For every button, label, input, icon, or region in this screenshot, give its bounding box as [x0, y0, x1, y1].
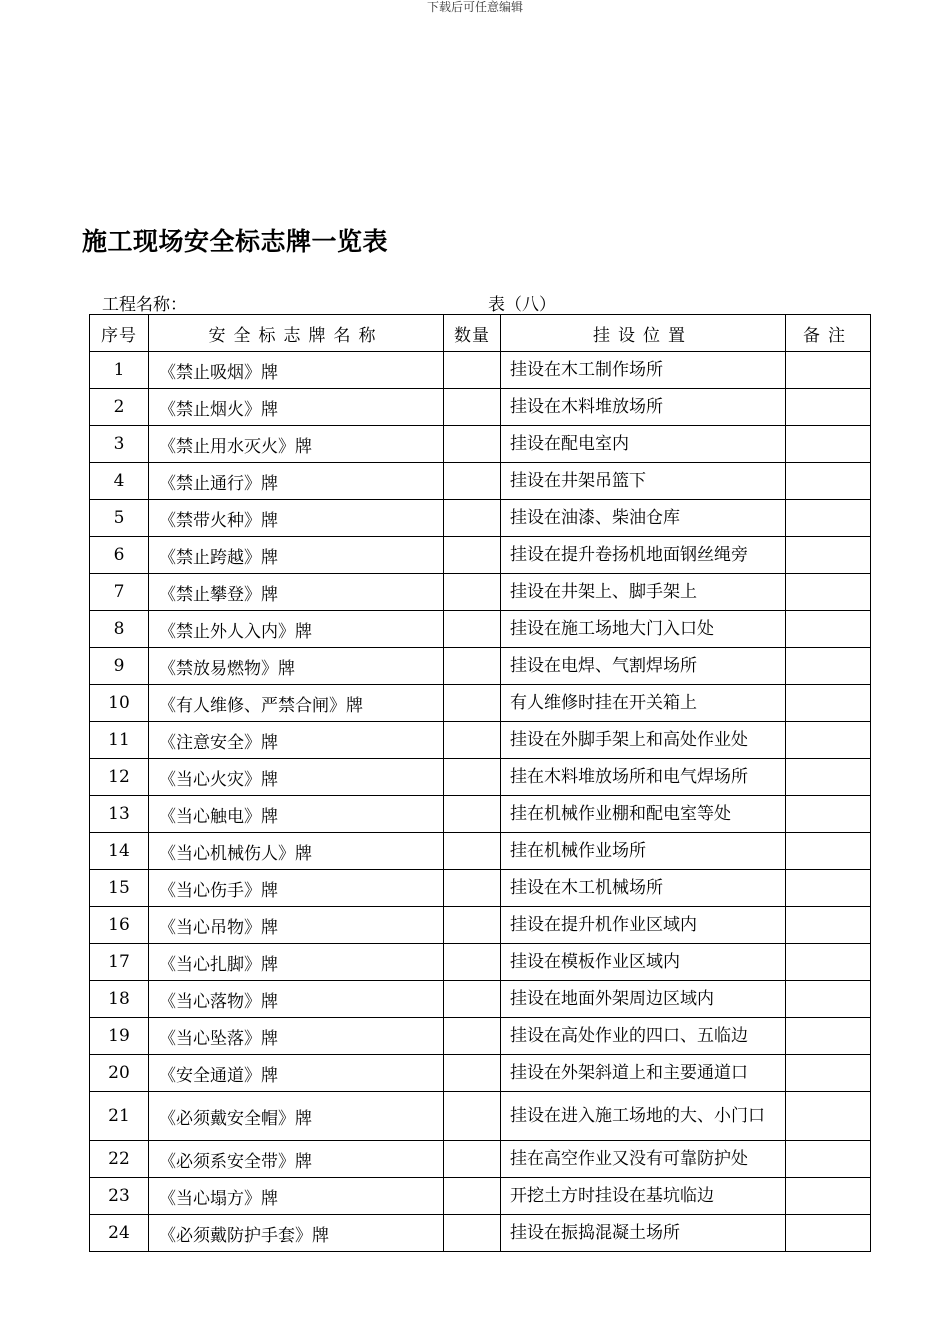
cell-quantity [444, 648, 501, 685]
table-row [90, 722, 871, 759]
cell-location: 挂设在高处作业的四口、五临边 [501, 1018, 786, 1055]
cell-quantity [444, 870, 501, 907]
cell-sign-name: 《安全通道》牌 [149, 1055, 444, 1092]
cell-quantity [444, 500, 501, 537]
meta-row [102, 290, 882, 314]
cell-index: 23 [90, 1178, 149, 1215]
table-row [90, 796, 871, 833]
cell-sign-name: 《禁止吸烟》牌 [149, 352, 444, 389]
cell-location: 开挖土方时挂设在基坑临边 [501, 1178, 786, 1215]
cell-sign-name: 《禁止攀登》牌 [149, 574, 444, 611]
cell-remark [786, 685, 871, 722]
cell-location: 挂设在地面外架周边区域内 [501, 981, 786, 1018]
cell-quantity [444, 944, 501, 981]
table-row [90, 907, 871, 944]
cell-sign-name: 《禁止烟火》牌 [149, 389, 444, 426]
cell-index: 15 [90, 870, 149, 907]
column-header-index: 序号 [90, 315, 149, 352]
table-body [90, 352, 871, 1252]
cell-sign-name: 《当心伤手》牌 [149, 870, 444, 907]
cell-quantity [444, 1092, 501, 1141]
table-header-row [90, 315, 871, 352]
cell-index: 3 [90, 426, 149, 463]
cell-location: 挂设在模板作业区域内 [501, 944, 786, 981]
cell-location: 挂设在施工场地大门入口处 [501, 611, 786, 648]
cell-location: 挂设在油漆、柴油仓库 [501, 500, 786, 537]
cell-quantity [444, 1055, 501, 1092]
cell-index: 9 [90, 648, 149, 685]
cell-sign-name: 《禁止通行》牌 [149, 463, 444, 500]
cell-quantity [444, 426, 501, 463]
cell-sign-name: 《禁止外人入内》牌 [149, 611, 444, 648]
cell-location: 挂设在木工机械场所 [501, 870, 786, 907]
cell-index: 12 [90, 759, 149, 796]
cell-location: 挂设在提升卷扬机地面钢丝绳旁 [501, 537, 786, 574]
table-row [90, 981, 871, 1018]
table-row [90, 574, 871, 611]
cell-index: 24 [90, 1215, 149, 1252]
cell-index: 7 [90, 574, 149, 611]
cell-sign-name: 《禁止用水灭火》牌 [149, 426, 444, 463]
cell-remark [786, 944, 871, 981]
cell-remark [786, 463, 871, 500]
cell-quantity [444, 1178, 501, 1215]
cell-remark [786, 907, 871, 944]
document-title: 施工现场安全标志牌一览表 [82, 227, 389, 256]
table-row [90, 537, 871, 574]
cell-remark [786, 759, 871, 796]
column-header-name: 安全标志牌名称 [149, 315, 444, 352]
project-name-label: 工程名称： [102, 295, 187, 315]
table-row [90, 352, 871, 389]
cell-sign-name: 《当心触电》牌 [149, 796, 444, 833]
cell-index: 10 [90, 685, 149, 722]
table-row [90, 944, 871, 981]
cell-remark [786, 1092, 871, 1141]
cell-quantity [444, 1215, 501, 1252]
cell-remark [786, 870, 871, 907]
cell-index: 17 [90, 944, 149, 981]
cell-index: 21 [90, 1092, 149, 1141]
cell-index: 19 [90, 1018, 149, 1055]
cell-sign-name: 《当心坠落》牌 [149, 1018, 444, 1055]
cell-remark [786, 426, 871, 463]
cell-sign-name: 《禁放易燃物》牌 [149, 648, 444, 685]
table-row [90, 1215, 871, 1252]
cell-remark [786, 981, 871, 1018]
cell-remark [786, 1141, 871, 1178]
cell-location: 挂设在外架斜道上和主要通道口 [501, 1055, 786, 1092]
cell-remark [786, 722, 871, 759]
cell-index: 11 [90, 722, 149, 759]
cell-quantity [444, 1018, 501, 1055]
cell-remark [786, 352, 871, 389]
cell-quantity [444, 722, 501, 759]
table-row [90, 1018, 871, 1055]
cell-sign-name: 《当心落物》牌 [149, 981, 444, 1018]
cell-quantity [444, 463, 501, 500]
cell-sign-name: 《当心塌方》牌 [149, 1178, 444, 1215]
safety-sign-table [89, 314, 871, 1252]
table-row [90, 500, 871, 537]
cell-location: 挂设在电焊、气割焊场所 [501, 648, 786, 685]
cell-index: 13 [90, 796, 149, 833]
cell-location: 挂设在提升机作业区域内 [501, 907, 786, 944]
table-number: 表（八） [488, 295, 556, 315]
cell-quantity [444, 389, 501, 426]
cell-index: 1 [90, 352, 149, 389]
cell-sign-name: 《禁止跨越》牌 [149, 537, 444, 574]
cell-index: 14 [90, 833, 149, 870]
cell-remark [786, 833, 871, 870]
cell-location: 挂设在井架吊篮下 [501, 463, 786, 500]
cell-remark [786, 574, 871, 611]
cell-location: 挂在木料堆放场所和电气焊场所 [501, 759, 786, 796]
table-row [90, 833, 871, 870]
cell-remark [786, 1215, 871, 1252]
cell-sign-name: 《必须戴防护手套》牌 [149, 1215, 444, 1252]
cell-quantity [444, 759, 501, 796]
cell-sign-name: 《当心火灾》牌 [149, 759, 444, 796]
table-row [90, 1178, 871, 1215]
cell-location: 有人维修时挂在开关箱上 [501, 685, 786, 722]
cell-quantity [444, 574, 501, 611]
cell-quantity [444, 1141, 501, 1178]
cell-quantity [444, 537, 501, 574]
cell-location: 挂在高空作业又没有可靠防护处 [501, 1141, 786, 1178]
table-row [90, 463, 871, 500]
column-header-quantity: 数量 [444, 315, 501, 352]
cell-location: 挂设在进入施工场地的大、小门口 [501, 1092, 786, 1141]
cell-sign-name: 《禁带火种》牌 [149, 500, 444, 537]
cell-remark [786, 796, 871, 833]
cell-location: 挂在机械作业棚和配电室等处 [501, 796, 786, 833]
cell-index: 18 [90, 981, 149, 1018]
cell-location: 挂在机械作业场所 [501, 833, 786, 870]
cell-remark [786, 500, 871, 537]
cell-location: 挂设在配电室内 [501, 426, 786, 463]
cell-sign-name: 《注意安全》牌 [149, 722, 444, 759]
cell-location: 挂设在振捣混凝土场所 [501, 1215, 786, 1252]
table-row [90, 611, 871, 648]
cell-quantity [444, 981, 501, 1018]
cell-index: 16 [90, 907, 149, 944]
table-row [90, 870, 871, 907]
cell-sign-name: 《当心扎脚》牌 [149, 944, 444, 981]
cell-remark [786, 389, 871, 426]
table-row [90, 1055, 871, 1092]
cell-location: 挂设在木工制作场所 [501, 352, 786, 389]
cell-remark [786, 537, 871, 574]
cell-location: 挂设在外脚手架上和高处作业处 [501, 722, 786, 759]
cell-sign-name: 《必须戴安全帽》牌 [149, 1092, 444, 1141]
cell-sign-name: 《有人维修、严禁合闸》牌 [149, 685, 444, 722]
table-row [90, 389, 871, 426]
cell-quantity [444, 611, 501, 648]
cell-quantity [444, 907, 501, 944]
cell-quantity [444, 685, 501, 722]
cell-index: 5 [90, 500, 149, 537]
cell-quantity [444, 833, 501, 870]
table-row [90, 426, 871, 463]
cell-index: 22 [90, 1141, 149, 1178]
cell-sign-name: 《必须系安全带》牌 [149, 1141, 444, 1178]
cell-location: 挂设在木料堆放场所 [501, 389, 786, 426]
cell-sign-name: 《当心吊物》牌 [149, 907, 444, 944]
table-row [90, 1092, 871, 1141]
cell-quantity [444, 796, 501, 833]
cell-remark [786, 1178, 871, 1215]
table-row [90, 1141, 871, 1178]
table-row [90, 648, 871, 685]
cell-sign-name: 《当心机械伤人》牌 [149, 833, 444, 870]
cell-index: 8 [90, 611, 149, 648]
cell-index: 2 [90, 389, 149, 426]
cell-remark [786, 611, 871, 648]
cell-quantity [444, 352, 501, 389]
cell-index: 4 [90, 463, 149, 500]
cell-remark [786, 648, 871, 685]
cell-remark [786, 1055, 871, 1092]
cell-index: 6 [90, 537, 149, 574]
cell-index: 20 [90, 1055, 149, 1092]
cell-remark [786, 1018, 871, 1055]
cell-location: 挂设在井架上、脚手架上 [501, 574, 786, 611]
table-row [90, 685, 871, 722]
table-row [90, 759, 871, 796]
column-header-remark: 备注 [786, 315, 871, 352]
header-note: 下载后可任意编辑 [426, 0, 523, 14]
column-header-location: 挂设位置 [501, 315, 786, 352]
